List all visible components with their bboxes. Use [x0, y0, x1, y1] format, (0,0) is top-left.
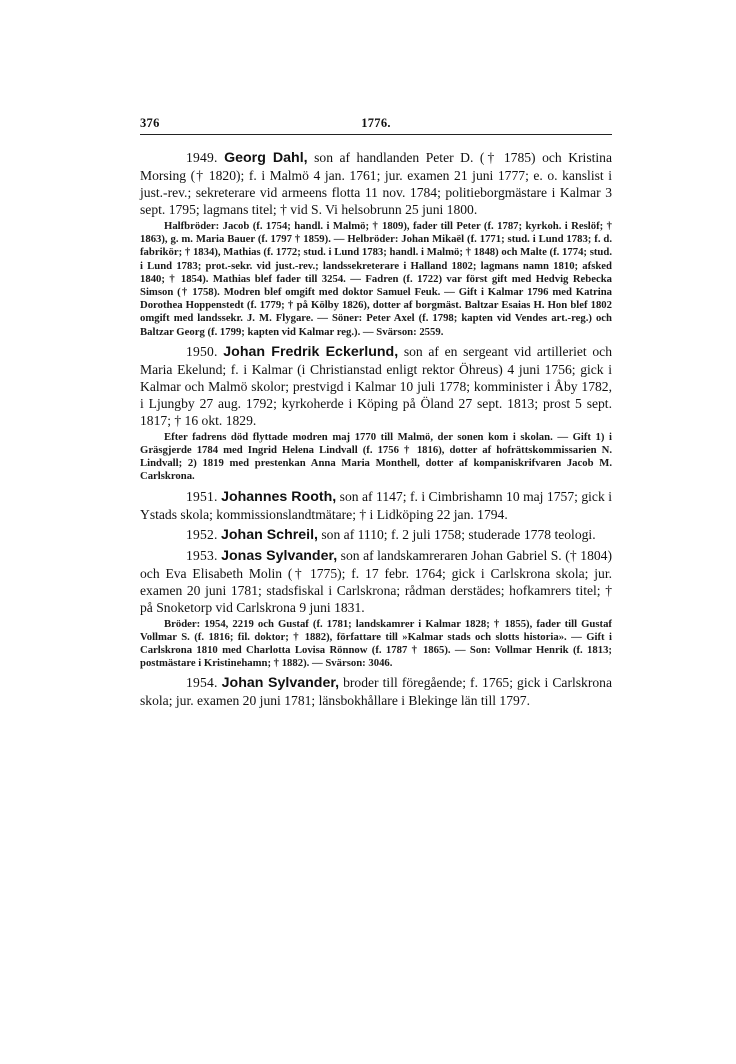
- entry-name: Georg Dahl,: [224, 150, 308, 166]
- entry-main: [140, 526, 612, 544]
- entry-1950: [140, 343, 612, 484]
- entry-text: son af 1147; f. i Cimbrishamn 10 maj 1757; gick i Ystads skola; kommissionslandtmätare; † i Lidköping 22 jan. 1794.: [140, 488, 612, 522]
- entry-number: 1949.: [186, 150, 218, 165]
- entry-text: son af handlanden Peter D. († 1785) och Kristina Morsing († 1820); f. i Malmö 4 jan. 1761; jur. examen 21 juni 1777; e. o. kanslist i just.-rev.; sekreterare vid armeens flotta 11 nov. 1784; politieborgmästare i Kalmar 3 sept. 1795; lagmans titel; † vid S. Vi helsobrunn 25 juni 1800.: [140, 150, 612, 217]
- entry-name: Johan Sylvander,: [221, 675, 340, 692]
- entry-text: broder till föregående; f. 1765; gick i Carlskrona skola; jur. examen 20 juni 1781; länsbokhållare i Blekinge län till 1797.: [140, 675, 613, 709]
- entry-1949: [140, 149, 612, 339]
- entry-text: son af landskamreraren Johan Gabriel S. († 1804) och Eva Elisabeth Molin († 1775); f. 17 febr. 1764; gick i Carlskrona skola; jur. examen 20 juni 1781; stadsfiskal i Carlskrona; rådman derstädes; hofkamrers titel; † på Snoketorp vid Carlskrona 9 juni 1831.: [140, 547, 612, 615]
- running-header: [140, 116, 612, 135]
- entry-main: [140, 149, 612, 218]
- entry-text: son af 1110; f. 2 juli 1758; studerade 1778 teologi.: [317, 526, 596, 542]
- entry-main: [140, 674, 612, 709]
- entry-note: Bröder: 1954, 2219 och Gustaf (f. 1781; landskamrer i Kalmar 1828; † 1855), fader till Gustaf Vollmar S. (f. 1816; fil. doktor; † 1882), författare till »Kalmar stads och slotts historia». — Gift i Carlskrona 1810 med Charlotta Lovisa Rönnow (f. 1787 † 1865). — Son: Vollmar Henrik (f. 1813; postmästare i Kristinehamn; † 1882). — Svärson: 3046.: [140, 617, 612, 670]
- entry-1954: [140, 674, 612, 709]
- entry-1953: [140, 547, 612, 671]
- entry-text: son af en sergeant vid artilleriet och Maria Ekelund; f. i Kalmar (i Christianstad enligt rektor Öhreus) 4 juni 1756; gick i Kalmar och Malmö skolor; prestvigd i Kalmar 10 juli 1778; komminister i Åby 1782, i Ljungby 27 aug. 1792; kyrkoherde i Köping på Öland 27 sept. 1813; prost 5 sept. 1817; † 16 okt. 1829.: [140, 343, 612, 428]
- entry-number: 1950.: [186, 343, 218, 359]
- page-number: 376: [140, 116, 160, 130]
- entry-number: 1953.: [186, 547, 218, 563]
- entry-note: Halfbröder: Jacob (f. 1754; handl. i Malmö; † 1809), fader till Peter (f. 1787; kyrkoh. i Reslöf; † 1863), g. m. Maria Bauer (f. 1797 † 1859). — Helbröder: Johan Mikaël (f. 1771; stud. i Lund 1783; f. d. fabrikör; † 1834), Mathias (f. 1772; stud. i Lund 1783; handl. i Malmö; † 1848) och Malte (f. 1774; stud. i Lund 1783; prot.-sekr. vid just.-rev.; landssekreterare i Halland 1802; lagmans namn 1810; afsked 1840; † 1854). Mathias blef fader till 3254. — Fadren (f. 1722) var först gift med Hedvig Rebecka Simson († 1758). Modren blef omgift med doktor Samuel Feuk. — Gift i Kalmar 1796 med Katrina Dorothea Hoppenstedt (f. 1779; † på Kölby 1826), dotter af borgmäst. Baltzar Esaias H. Hon blef 1802 omgift med landssekr. J. M. Flygare. — Söner: Peter Axel (f. 1798; kapten vid Vendes art.-reg.) och Baltzar Georg (f. 1799; kapten vid Kalmar reg.). — Svärson: 2559.: [140, 220, 612, 338]
- entry-number: 1952.: [186, 526, 218, 542]
- entry-main: [140, 343, 612, 429]
- header-year: 1776.: [361, 116, 391, 130]
- entry-name: Johan Schreil,: [221, 526, 318, 543]
- document-page: [140, 116, 612, 712]
- entry-name: Johannes Rooth,: [221, 488, 337, 505]
- entry-note: Efter fadrens död flyttade modren maj 1770 till Malmö, der sonen kom i skolan. — Gift 1) i Gräsgjerde 1784 med Ingrid Helena Lindvall (f. 1756 † 1816), dotter af hofrättskommissarien N. Lindvall; 2) 1819 med prestenkan Anna Maria Monthell, dotter af kompaniskrifvaren Jacob M. Carlskrona.: [140, 430, 612, 483]
- entry-main: [140, 488, 612, 523]
- entries-list: [140, 149, 612, 709]
- entry-1952: [140, 526, 612, 544]
- entry-name: Johan Fredrik Eckerlund,: [223, 343, 399, 360]
- entry-number: 1954.: [186, 675, 218, 691]
- entry-1951: [140, 488, 612, 523]
- entry-main: [140, 547, 612, 616]
- entry-number: 1951.: [186, 488, 218, 504]
- entry-name: Jonas Sylvander,: [221, 547, 338, 564]
